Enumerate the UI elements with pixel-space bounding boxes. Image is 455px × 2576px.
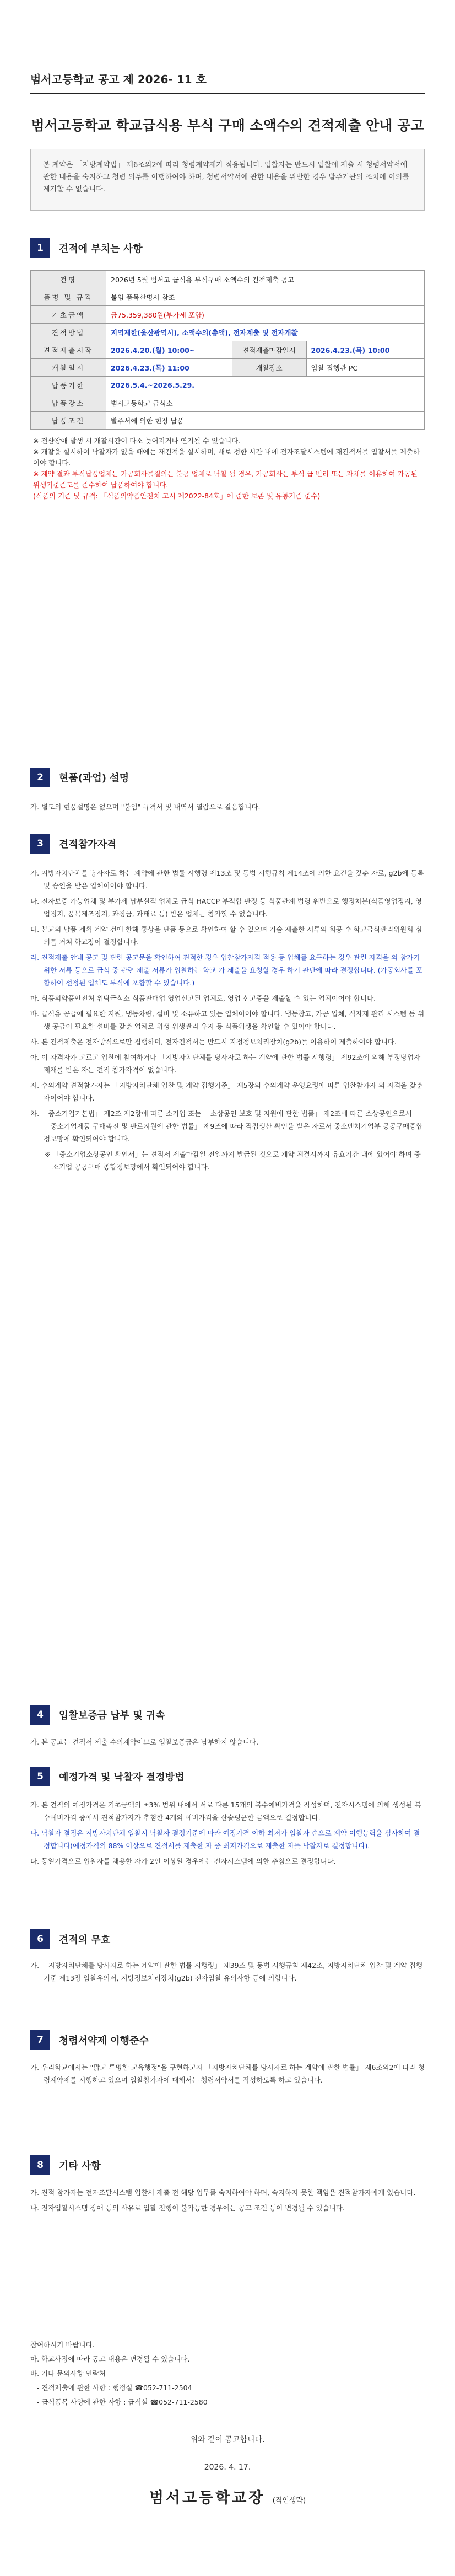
- section-8-header: [30, 2154, 101, 2176]
- section-4-header: [30, 1704, 165, 1726]
- row-value: 2026.4.23.(목) 10:00: [306, 341, 424, 359]
- section-number: 1: [30, 238, 50, 258]
- red-note: ※ 계약 결과 부식납품업체는 가공회사를질의는 불공 업체로 낙찰 될 경우, 가공회사는 부식 급 번리 또는 자체를 이용하여 가공된 위생기준준도를 준수하여 납품하여야 합니다.: [33, 470, 418, 489]
- list-item: 아. 이 자격자가 고르고 입찰에 참여하거나 「지방자치단체를 당사자로 하는 계약에 관한 법률 시행령」 제92조에 의해 부정당업자 제재를 받은 자는 견적 참가자격이 없습니다.: [30, 1053, 421, 1074]
- row-label: 개찰장소: [232, 359, 306, 377]
- section-1-header: [30, 237, 143, 259]
- table-row: [31, 341, 425, 359]
- row-label: 납품조건: [31, 412, 106, 430]
- table-row: [31, 271, 425, 288]
- table-row: [31, 412, 425, 430]
- section-7-header: [30, 2029, 149, 2051]
- row-label: 납품기한: [31, 377, 106, 394]
- list-item: 다. 동일가격으로 입찰자를 채용한 자가 2인 이상일 경우에는 전자시스템에 의한 추첨으로 결정합니다.: [30, 1857, 336, 1865]
- bid-method-value: 지역제한(울산광역시), 소액수의(총액), 전자계출 및 전자개찰: [106, 324, 425, 341]
- contact-line: 바. 기타 문의사항 연락처: [30, 2369, 106, 2378]
- section-title: 견적참가자격: [59, 839, 117, 850]
- closing-text: 위와 같이 공고합니다.: [190, 2435, 265, 2444]
- notice-date: 2026. 4. 17.: [204, 2463, 251, 2472]
- list-item: 가. 견적 참가자는 전자조달시스템 입찰서 제출 전 해당 업무를 숙지하여야 하며, 숙지하지 못한 책임은 견적참가자에게 있습니다.: [30, 2188, 416, 2197]
- red-reference: (식품의 기준 및 규격: 「식품의약품안전처 고시 제2022-84호」에 준한 보존 및 유통기준 준수): [33, 492, 321, 500]
- list-item: 마. 식품의약품안전처 위탁급식소 식품판매업 영업신고된 업체로, 영업 신고증을 제출할 수 있는 업체이어야 합니다.: [30, 994, 376, 1002]
- section-number: 3: [30, 834, 50, 854]
- contact-line: - 급식품목 사양에 관한 사항 : 급식실 ☎052-711-2580: [37, 2398, 208, 2406]
- table-row: [31, 394, 425, 412]
- section-title: 입찰보증금 납부 및 귀속: [59, 1710, 165, 1721]
- list-item: 사. 본 견적제출은 전자방식으로만 집행하며, 전자견적서는 반드시 지정정보처리장치(g2b)를 이용하여 제출하여야 합니다.: [30, 1038, 397, 1046]
- row-label: 기초금액: [31, 306, 106, 324]
- list-item: 차. 「중소기업기본법」 제2조 제2항에 따른 소기업 또는 「소상공인 보호 및 지원에 관한 법률」 제2조에 따른 소상공인으로서 「중소기업제품 구매촉진 및 판로지원에 관한 법률」 제9조에 따라 직접생산 확인을 받은 자로서 중소벤처기업부 공공구매종합정보망에 확인되어야 합니다.: [30, 1109, 423, 1143]
- base-price-value: 금75,359,380원(부가세 포함): [106, 306, 425, 324]
- list-note: ※ 「중소기업소상공인 확인서」는 견적서 제출마감일 전일까지 발급된 것으로 계약 체결시까지 유효기간 내에 있어야 하며 중소기업 공공구매 종합정보망에서 확인되어야 합니다.: [45, 1150, 421, 1171]
- row-label: 개찰일시: [31, 359, 106, 377]
- section-2-body: [30, 801, 425, 816]
- table-notes: [33, 436, 422, 502]
- section-title: 현품(과업) 설명: [59, 772, 129, 784]
- row-label: 견적제출마감일시: [232, 341, 306, 359]
- section-number: 8: [30, 2155, 50, 2175]
- paragraph: 가. 본 공고는 견적서 제출 수의계약이므로 입찰보증금은 납부하지 않습니다.: [30, 1738, 259, 1746]
- section-number: 2: [30, 768, 50, 787]
- section-6-header: [30, 1928, 110, 1950]
- section-title: 청렴서약제 이행준수: [59, 2035, 149, 2047]
- contact-block: [30, 2338, 425, 2409]
- section-title: 견적에 부치는 사항: [59, 243, 143, 255]
- row-value: 2026년 5월 범서고 급식용 부식구매 소액수의 견적제출 공고: [106, 271, 425, 288]
- list-item: 가. 본 견적의 예정가격은 기초금액의 ±3% 범위 내에서 서로 다른 15개의 복수예비가격을 작성하며, 전자시스템에 의해 생성된 복수예비가격 중에서 견적참가자가 추첨한 4개의 예비가격을 산술평균한 금액으로 결정합니다.: [30, 1801, 421, 1822]
- section-3-header: [30, 833, 116, 855]
- section-8-body: [30, 2186, 425, 2217]
- section-7-body: [30, 2061, 425, 2089]
- paragraph: 가. 「지방자치단체를 당사자로 하는 계약에 관한 법률 시행령」 제39조 및 동법 시행규칙 제42조, 지방자치단체 입찰 및 계약 집행기준 제13장 입찰유의서, 지방정보처리장치(g2b) 전자입찰 유의사항 등에 의합니다.: [30, 1961, 422, 1982]
- list-item: 자. 수의계약 견적참가자는 「지방자치단체 입찰 및 계약 집행기준」 제5장의 수의계약 운영요령에 따른 입찰참가자 의 자격을 갖춘 자이어야 합니다.: [30, 1081, 423, 1102]
- section-5-header: [30, 1765, 184, 1788]
- row-label: 견적제출시작: [31, 341, 106, 359]
- table-row: [31, 377, 425, 394]
- seal-omitted-note: (직인생략): [272, 2497, 306, 2505]
- section-number: 5: [30, 1767, 50, 1786]
- header-divider: [30, 93, 425, 94]
- list-item: 나. 전자보증 가능업체 및 부가세 납부실적 업체로 급식 HACCP 부적합 판정 등 식품관계 법령 위반으로 행정처분(식품영업정지, 영업정지, 품목제조정지, 과징금, 과태료 등) 받은 업체는 참가할 수 없습니다.: [30, 897, 422, 918]
- row-value: 2026.4.20.(월) 10:00~: [106, 341, 232, 359]
- row-label: 품명 및 규격: [31, 288, 106, 306]
- table-row: [31, 324, 425, 341]
- row-value: 2026.4.23.(목) 11:00: [106, 359, 232, 377]
- note-line: ※ 개찰을 실시하여 낙찰자가 없을 때에는 재견적을 실시하며, 새로 정한 시간 내에 전자조달시스템에 재견적서를 입찰서를 제출하여야 합니다.: [33, 448, 420, 467]
- row-label: 납품장소: [31, 394, 106, 412]
- principal-signature: [0, 2486, 455, 2507]
- paragraph: 가. 별도의 현품설명은 없으며 "붙임" 규격서 및 내역서 열람으로 갈음합니다.: [30, 803, 261, 811]
- list-item: 바. 급식용 공급에 필요한 지원, 냉동차량, 설비 및 소유하고 있는 업체이어야 합니다. 냉동창고, 가공 업체, 식자재 관리 시스템 등 위생 공급이 필요한 설비를 갖춘 업체로 위생 위생관리 유지 등 식품위생을 확인할 수 있어야 합니다.: [30, 1010, 425, 1031]
- row-label: 견적방법: [31, 324, 106, 341]
- row-value: 범서고등학교 급식소: [106, 394, 425, 412]
- section-5-body: [30, 1799, 425, 1870]
- principal-name: 범서고등학교장: [149, 2489, 266, 2507]
- contact-line: 마. 학교사정에 따라 공고 내용은 변경될 수 있습니다.: [30, 2355, 190, 2363]
- row-value: 2026.5.4.~2026.5.29.: [106, 377, 425, 394]
- section-2-header: [30, 766, 129, 788]
- table-row: [31, 306, 425, 324]
- row-label: 건명: [31, 271, 106, 288]
- section-number: 6: [30, 1929, 50, 1949]
- list-item: 나. 낙찰자 결정은 지방자치단체 입찰시 낙찰자 결정기준에 따라 예정가격 이하 최저가 입찰자 순으로 계약 이행능력을 심사하여 결정합니다(예정가격의 88% 이상으로 견적서를 제출한 자 중 최저가격으로 제출한 자를 낙찰자로 결정합니다).: [30, 1829, 420, 1850]
- section-title: 예정가격 및 낙찰자 결정방법: [59, 1772, 185, 1783]
- bid-info-table: [30, 270, 425, 430]
- row-value: 입찰 집행관 PC: [306, 359, 424, 377]
- section-title: 기타 사항: [59, 2160, 101, 2172]
- list-item: 다. 본교의 납품 계획 계약 건에 한해 통상을 단품 등으로 확인하여 할 수 있으며 기술 제출한 서류의 회공 수 학교급식관리위원회 심의를 거쳐 학교장이 결정합니다.: [30, 925, 422, 946]
- row-value: 붙임 품목산명서 참조: [106, 288, 425, 306]
- section-title: 견적의 무효: [59, 1934, 111, 1946]
- section-3-body: [30, 867, 425, 1176]
- list-item: 라. 견적제출 안내 공고 및 관련 공고문을 확인하여 견적한 경우 입찰참가자격 적용 등 업체를 요구하는 경우 관련 자격을 의 참가기 위한 서류 등으로 급식 중 관련 제출 서류가 입찰하는 학교 가 제출을 요청할 경우 하기 판단에 따라 결정합니다. (가공회사를 포함하여 선정된 업체도 부식에 포함할 수 있습니다.): [30, 953, 423, 987]
- section-6-body: [30, 1959, 425, 1987]
- notice-number: 범서고등학교 공고 제 2026- 11 호: [30, 73, 207, 86]
- section-number: 4: [30, 1705, 50, 1725]
- row-value: 발주서에 의한 현장 납품: [106, 412, 425, 430]
- section-number: 7: [30, 2030, 50, 2050]
- list-item: 나. 전자입찰시스템 장애 등의 사유로 입찰 진행이 불가능한 경우에는 공고 조건 등이 변경될 수 있습니다.: [30, 2204, 345, 2212]
- table-row: [31, 359, 425, 377]
- page-title: 범서고등학교 학교급식용 부식 구매 소액수의 견적제출 안내 공고: [31, 117, 424, 133]
- paragraph: 가. 우리학교에서는 "맑고 투명한 교육행정"을 구현하고자 「지방자치단체를 당사자로 하는 계약에 관한 법률」 제6조의2에 따라 청렴계약제를 시행하고 있으며 입찰참가자에 대해서는 청렴서약서를 작성하도록 하고 있습니다.: [30, 2063, 425, 2084]
- contact-line: 참여하시기 바랍니다.: [30, 2341, 95, 2349]
- list-item: 가. 지방자치단체를 당사자로 하는 계약에 관한 법률 시행령 제13조 및 동법 시행규칙 제14조에 의한 요건을 갖춘 자로, g2b에 등록 및 승인을 받은 업체이어야 합니다.: [30, 869, 424, 890]
- note-line: ※ 전산장애 발생 시 개찰시간이 다소 늦어지거나 연기될 수 있습니다.: [33, 437, 241, 445]
- section-4-body: [30, 1736, 425, 1751]
- table-row: [31, 288, 425, 306]
- contact-line: - 견적제출에 관한 사항 : 행정실 ☎052-711-2504: [37, 2384, 192, 2392]
- intro-notice: 본 계약은 「지방계약법」 제6조의2에 따라 청렴계약제가 적용됩니다. 입찰자는 반드시 입찰에 제출 시 청렴서약서에 관한 내용을 숙지하고 청렴 의무를 이행하여야 하며, 청렴서약서에 관한 내용을 위반한 경우 발주기관의 조치에 이의를 제기할 수 없습니다.: [30, 149, 425, 211]
